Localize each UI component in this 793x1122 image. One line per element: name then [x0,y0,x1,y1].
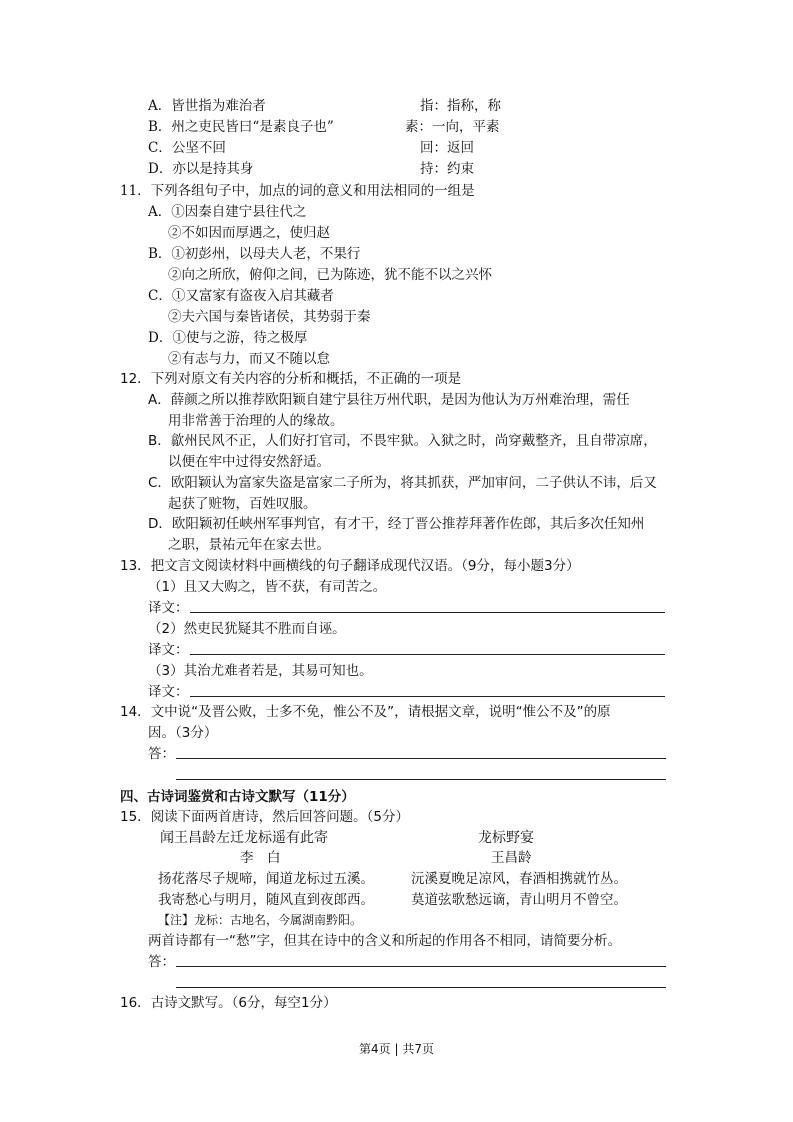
q12-option-c-1 [148,473,657,493]
q10-option-c [148,138,226,158]
q13-item-1: （1）且又大购之，皆不获，有司苦之。 [148,579,387,595]
option-text: 皆世指为难治者 [171,98,266,114]
option-text: 欧阳颖认为富家失盗是富家二子所为，将其抓获，严加审问，二子供认不讳，后又 [170,475,657,491]
q13-stem [120,556,580,576]
option-label: B． [148,433,171,449]
q13-answer-label-1: 译文： [148,600,189,616]
q14-stem-line2: 因。（3分） [148,725,218,741]
option-label: D． [148,161,173,177]
poem2-author: 王昌龄 [491,850,532,866]
answer-line[interactable] [176,987,666,988]
answer-line[interactable] [176,758,666,759]
option-label: A． [148,392,171,408]
option-text: ①使与之游，待之极厚 [172,330,308,346]
option-text: 州之吏民皆曰“是素良子也” [171,119,334,135]
section-heading: 四、古诗词鉴赏和古诗文默写（11分） [120,789,355,805]
option-label: B． [148,119,172,135]
option-text: 亦以是持其身 [172,161,254,177]
question-number: 15． [120,809,151,825]
q13-item-2: （2）然吏民犹疑其不胜而自诬。 [148,621,346,637]
poem1-title: 闻王昌龄左迁龙标遥有此寄 [160,830,328,846]
q12-stem [120,369,461,389]
option-text: ①又富家有盗夜入启其藏者 [171,288,334,304]
q10-option-a [148,96,266,116]
answer-line[interactable] [176,779,666,780]
question-text: 下列对原文有关内容的分析和概括，不正确的一项是 [150,371,462,387]
answer-line[interactable] [190,612,665,613]
q11-option-d-2: ②有志与力，而又不随以怠 [168,351,330,367]
poem1-line2: 我寄愁心与明月，随风直到夜郎西。 [158,892,374,908]
poem2-line2: 莫道弦歌愁远谪，青山明月不曾空。 [411,892,627,908]
option-label: A． [148,98,172,114]
q10-option-b [148,117,334,137]
option-label: A． [148,204,172,220]
q12-option-c-2: 起获了赃物，百姓叹服。 [168,496,317,512]
q10-gloss-b: 素：一向，平素 [405,119,500,135]
question-text: 下列各组句子中，加点的词的意义和用法相同的一组是 [150,183,475,199]
q16-stem [120,993,337,1013]
option-text: 薛颜之所以推荐欧阳颖自建宁县往万州代职，是因为他认为万州难治理，需任 [170,392,630,408]
q11-option-c-2: ②夫六国与秦皆诸侯，其势弱于秦 [168,309,371,325]
q10-gloss-d: 持：约束 [420,161,474,177]
option-label: C． [148,140,172,156]
q12-option-b-1 [148,431,657,451]
question-text: 文中说“及晋公败，士多不免，惟公不及”，请根据文章，说明“惟公不及”的原 [150,704,611,720]
option-text: ①因秦自建宁县往代之 [171,204,307,220]
option-label: B． [148,246,172,262]
answer-line[interactable] [176,966,666,967]
q11-option-b-1 [148,244,360,264]
question-number: 11． [120,183,151,199]
q11-option-a-1 [148,202,306,222]
q11-option-b-2: ②向之所欣，俯仰之间，已为陈迹，犹不能不以之兴怀 [168,267,492,283]
q14-stem-line1 [120,702,611,722]
option-text: 歙州民风不正，人们好打官司，不畏牢狱。入狱之时，尚穿戴整齐，且自带凉席， [170,433,657,449]
q12-option-b-2: 以便在牢中过得安然舒适。 [168,454,330,470]
option-label: D． [148,330,173,346]
q13-answer-label-3: 译文： [148,684,189,700]
q12-option-a-1 [148,390,630,410]
poem1-author: 李 白 [240,850,281,866]
question-text: 把文言文阅读材料中画横线的句子翻译成现代汉语。（9分，每小题3分） [150,558,580,574]
q13-item-3: （3）其治尤难者若是，其易可知也。 [148,663,373,679]
question-number: 16． [120,995,151,1011]
q15-question: 两首诗都有一“愁”字，但其在诗中的含义和所起的作用各不相同，请简要分析。 [148,933,621,949]
q12-option-d-1 [148,514,644,534]
answer-line[interactable] [190,696,665,697]
q15-answer-label: 答： [148,954,175,970]
option-label: D． [148,516,172,532]
q14-answer-label: 答： [148,746,175,762]
poem1-line1: 扬花落尽子规啼，闻道龙标过五溪。 [158,871,374,887]
q12-option-a-2: 用非常善于治理的人的缘故。 [168,413,344,429]
option-text: 公坚不回 [171,140,226,156]
q10-gloss-a: 指：指称，称 [420,98,501,114]
q10-option-d [148,159,253,179]
q11-option-c-1 [148,286,334,306]
option-label: C． [148,475,171,491]
poem-note: 【注】龙标：古地名，今属湖南黔阳。 [158,913,363,927]
answer-line[interactable] [190,654,665,655]
q10-gloss-c: 回：返回 [420,140,474,156]
option-text: ①初彭州，以母夫人老，不果行 [171,246,361,262]
question-number: 13． [120,558,151,574]
poem2-title: 龙标野宴 [478,830,534,846]
q13-answer-label-2: 译文： [148,642,189,658]
question-text: 古诗文默写。（6分，每空1分） [150,995,337,1011]
poem2-line1: 沅溪夏晚足凉风，春酒相携就竹丛。 [411,871,627,887]
q11-option-d-1 [148,328,307,348]
q12-option-d-2: 之职，景祐元年在家去世。 [168,537,330,553]
q11-option-a-2: ②不如因而厚遇之，使归赵 [168,225,330,241]
page-footer: 第4页 | 共7页 [359,1042,434,1056]
option-label: C． [148,288,172,304]
q15-stem [120,807,409,827]
question-number: 12． [120,371,151,387]
question-number: 14． [120,704,151,720]
question-text: 阅读下面两首唐诗，然后回答问题。（5分） [150,809,410,825]
q11-stem [120,181,475,201]
option-text: 欧阳颖初任峡州军事判官，有才干，经丁晋公推荐拜著作佐郎，其后多次任知州 [171,516,645,532]
